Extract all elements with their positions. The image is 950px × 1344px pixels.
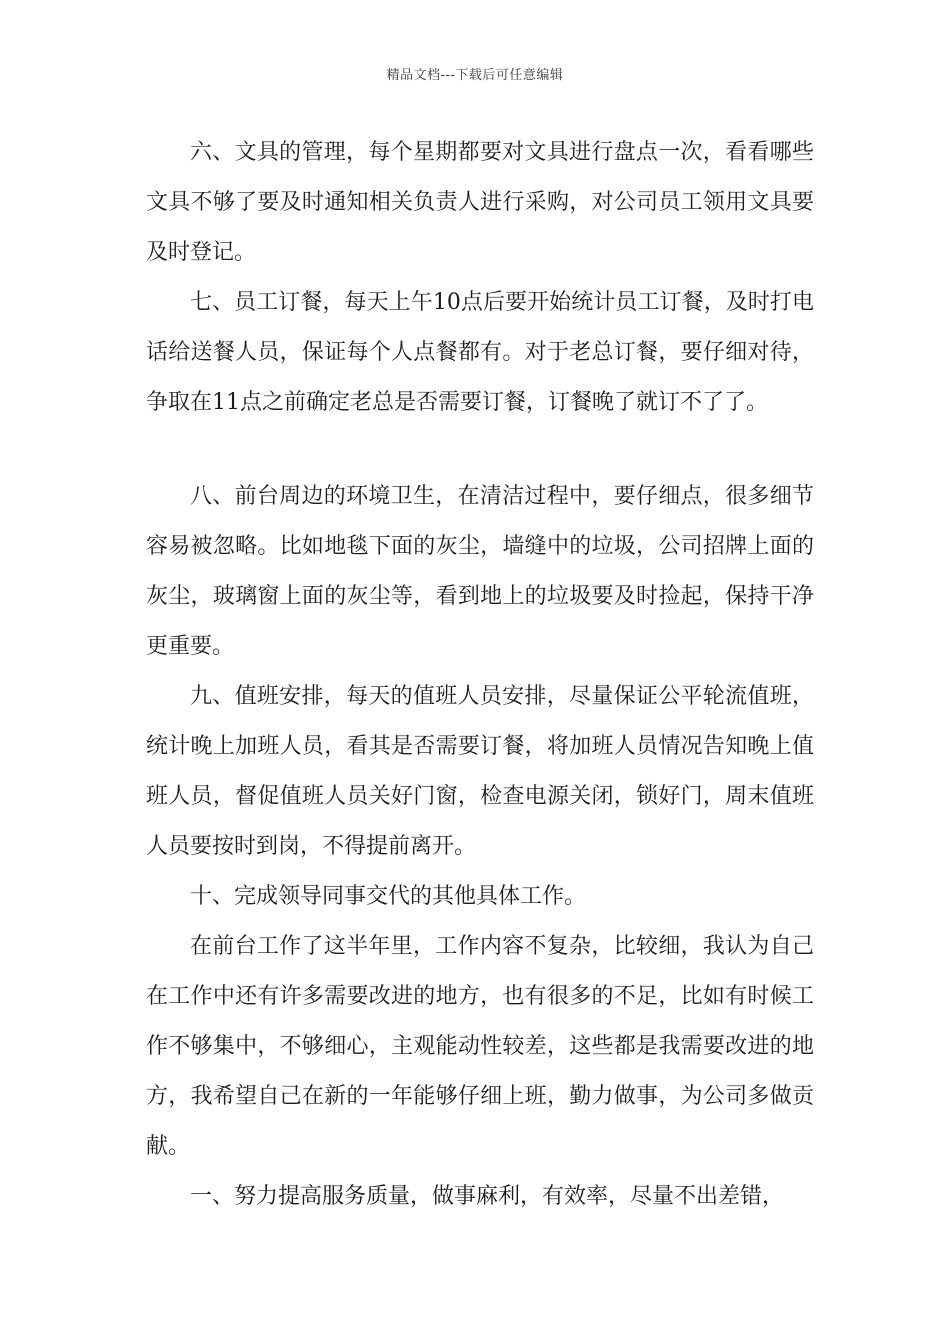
document-body <box>146 128 814 1222</box>
paragraph-other-work: 十、完成领导同事交代的其他具体工作。 <box>190 884 587 909</box>
page-header: 精品文档---下载后可任意编辑 <box>386 68 564 83</box>
paragraph-meal-ordering: 七、员工订餐，每天上午10点后要开始统计员工订餐，及时打电话给送餐人员，保证每个人点餐都有。对于老总订餐，要仔细对待，争取在11点之前确定老总是否需要订餐，订餐晚了就订不了了。 <box>146 290 814 415</box>
paragraph-stationery: 六、文具的管理，每个星期都要对文具进行盘点一次，看看哪些文具不够了要及时通知相关负责人进行采购，对公司员工领用文具要及时登记。 <box>146 140 814 265</box>
paragraph-summary: 在前台工作了这半年里，工作内容不复杂，比较细，我认为自己在工作中还有许多需要改进的地方，也有很多的不足，比如有时候工作不够集中，不够细心，主观能动性较差，这些都是我需要改进的地方，我希望自己在新的一年能够仔细上班，勤力做事，为公司多做贡献。 <box>146 934 814 1159</box>
paragraph-hygiene: 八、前台周边的环境卫生，在清洁过程中，要仔细点，很多细节容易被忽略。比如地毯下面的灰尘，墙缝中的垃圾，公司招牌上面的灰尘，玻璃窗上面的灰尘等，看到地上的垃圾要及时捡起，保持干净更重要。 <box>146 484 814 659</box>
paragraph-duty-schedule: 九、值班安排，每天的值班人员安排，尽量保证公平轮流值班，统计晚上加班人员，看其是否需要订餐，将加班人员情况告知晚上值班人员，督促值班人员关好门窗，检查电源关闭，锁好门，周末值班人员要按时到岗，不得提前离开。 <box>146 684 814 859</box>
paragraph-plan-1: 一、努力提高服务质量，做事麻利，有效率，尽量不出差错， <box>190 1184 785 1209</box>
